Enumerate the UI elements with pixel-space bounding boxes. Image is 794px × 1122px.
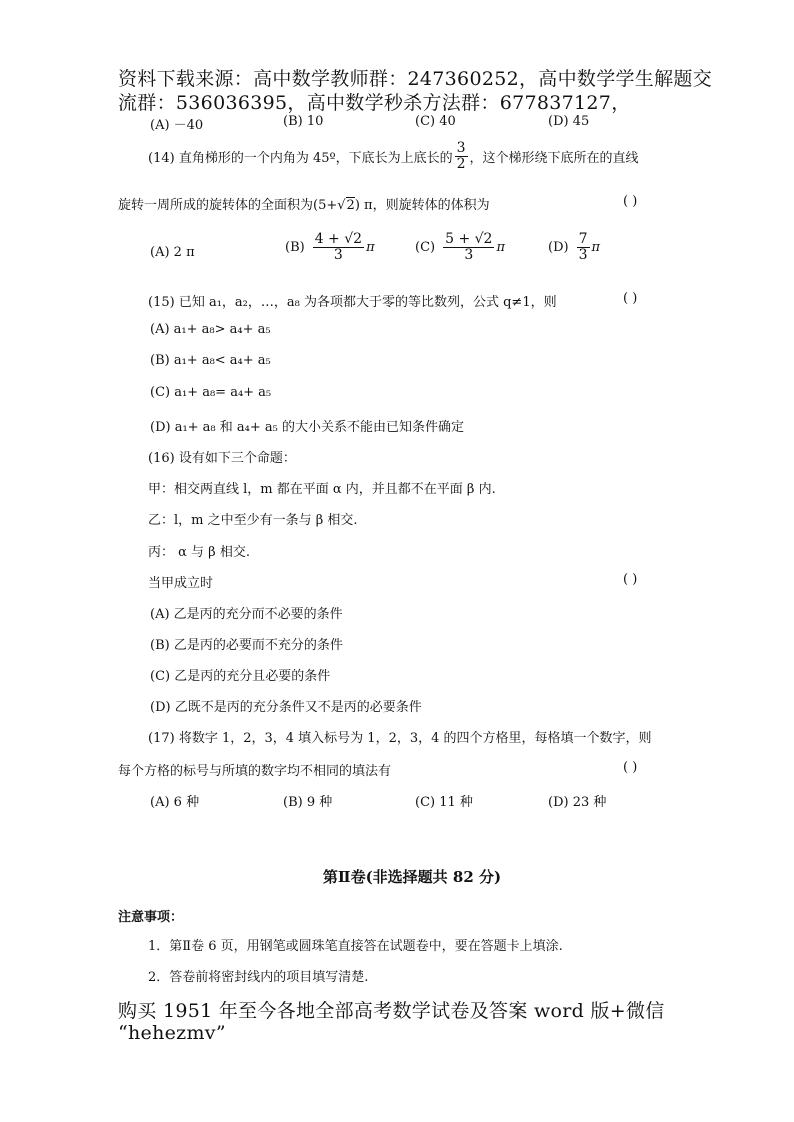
q16-option-c: (C) 乙是丙的充分且必要的条件: [150, 669, 331, 684]
q16-proposition-yi: 乙：l，m 之中至少有一条与 β 相交.: [148, 513, 358, 528]
notice-item-1: 1．第Ⅱ卷 6 页，用钢笔或圆珠笔直接答在试题卷中，要在答题卡上填涂.: [148, 939, 563, 954]
q14-answer-paren: ( ): [623, 194, 638, 209]
q16-option-b: (B) 乙是丙的必要而不充分的条件: [150, 638, 343, 653]
q14-line2-text: 旋转一周所成的旋转体的全面积为(5+: [118, 198, 338, 213]
q14-line-2: [118, 194, 490, 213]
q17-option-b: (B) 9 种: [283, 795, 333, 810]
part-2-title: 第Ⅱ卷(非选择题共 82 分): [322, 868, 502, 886]
q16-option-a: (A) 乙是丙的充分而不必要的条件: [150, 607, 343, 622]
q17-stem-line-2: 每个方格的标号与所填的数字均不相同的填法有: [118, 764, 392, 779]
q17-option-c: (C) 11 种: [415, 795, 473, 810]
footer-line-2: “hehezmv”: [118, 1022, 226, 1044]
header-line-1: 资料下载来源：高中数学教师群：247360252，高中数学学生解题交: [118, 68, 712, 90]
q14-option-b-frac: [313, 232, 364, 262]
q14-option-d-den: 3: [578, 246, 588, 263]
q14-option-c-pi: π: [496, 239, 506, 255]
notice-item-2: 2．答卷前将密封线内的项目填写清楚.: [148, 970, 369, 985]
q14-frac-den: 2: [456, 155, 466, 172]
q14-option-b-den: 3: [333, 246, 343, 263]
q14-option-b-label: (B): [285, 239, 305, 255]
q17-answer-paren: ( ): [623, 760, 638, 775]
q15-option-b: (B) a₁+ a₈< a₄+ a₅: [150, 353, 271, 368]
q14-stem-b: ，这个梯形绕下底所在的直线: [469, 150, 639, 166]
q15-option-d: (D) a₁+ a₈ 和 a₄+ a₅ 的大小关系不能由已知条件确定: [150, 420, 464, 435]
q16-proposition-bing: 丙： α 与 β 相交.: [148, 545, 250, 560]
q13-option-a: (A) －40: [150, 118, 204, 133]
q14-option-d-frac: [577, 232, 590, 262]
q15-stem: (15) 已知 a₁，a₂，…，a₈ 为各项都大于零的等比数列，公式 q≠1，则: [148, 295, 557, 310]
q14-sqrt-value: 2: [346, 198, 355, 213]
q14-option-d-num: 7: [578, 231, 588, 247]
q16-stem: (16) 设有如下三个命题：: [148, 451, 296, 466]
q16-proposition-jia: 甲：相交两直线 l，m 都在平面 α 内，并且都不在平面 β 内.: [148, 482, 496, 497]
q15-option-c: (C) a₁+ a₈= a₄+ a₅: [150, 385, 272, 400]
q14-stem-a: (14) 直角梯形的一个内角为 45º，下底长为上底长的: [148, 150, 453, 166]
q13-option-b: (B) 10: [283, 114, 324, 129]
q14-option-c: [415, 232, 505, 262]
q14-sqrt: √2: [337, 198, 355, 213]
q14-option-c-den: 3: [464, 246, 474, 263]
q17-option-a: (A) 6 种: [150, 795, 200, 810]
footer-line-1: 购买 1951 年至今各地全部高考数学试卷及答案 word 版+微信: [118, 1000, 665, 1022]
q14-option-d-pi: π: [591, 239, 601, 255]
q17-option-d: (D) 23 种: [548, 795, 607, 810]
q15-answer-paren: ( ): [623, 291, 638, 306]
q16-condition: 当甲成立时: [148, 576, 214, 591]
q14-option-c-frac: [443, 232, 494, 262]
q14-line2-end: ) π，则旋转体的体积为: [354, 198, 490, 213]
q14-option-a: (A) 2 π: [150, 245, 195, 260]
q15-option-a: (A) a₁+ a₈> a₄+ a₅: [150, 322, 271, 337]
q14-stem: [148, 141, 639, 171]
q14-option-b: [285, 232, 375, 262]
q16-option-d: (D) 乙既不是丙的充分条件又不是丙的必要条件: [150, 700, 422, 715]
q13-option-c: (C) 40: [415, 114, 456, 129]
q14-option-b-num: 4 + √2: [314, 231, 363, 247]
header-line-2: 流群：536036395，高中数学秒杀方法群：677837127，: [118, 92, 631, 114]
q14-option-d-label: (D): [548, 239, 569, 255]
q14-frac-num: 3: [456, 140, 466, 156]
notice-title: 注意事项：: [118, 910, 184, 925]
q14-fraction: [455, 141, 468, 171]
q14-option-c-label: (C): [415, 239, 436, 255]
q13-option-d: (D) 45: [548, 114, 590, 129]
q14-option-c-num: 5 + √2: [445, 231, 493, 247]
q14-option-d: [548, 232, 600, 262]
q14-option-b-pi: π: [366, 239, 375, 255]
q17-stem-line-1: (17) 将数字 1，2，3，4 填入标号为 1，2，3，4 的四个方格里，每格填一个数字，则: [148, 731, 652, 746]
q16-answer-paren: ( ): [623, 572, 638, 587]
